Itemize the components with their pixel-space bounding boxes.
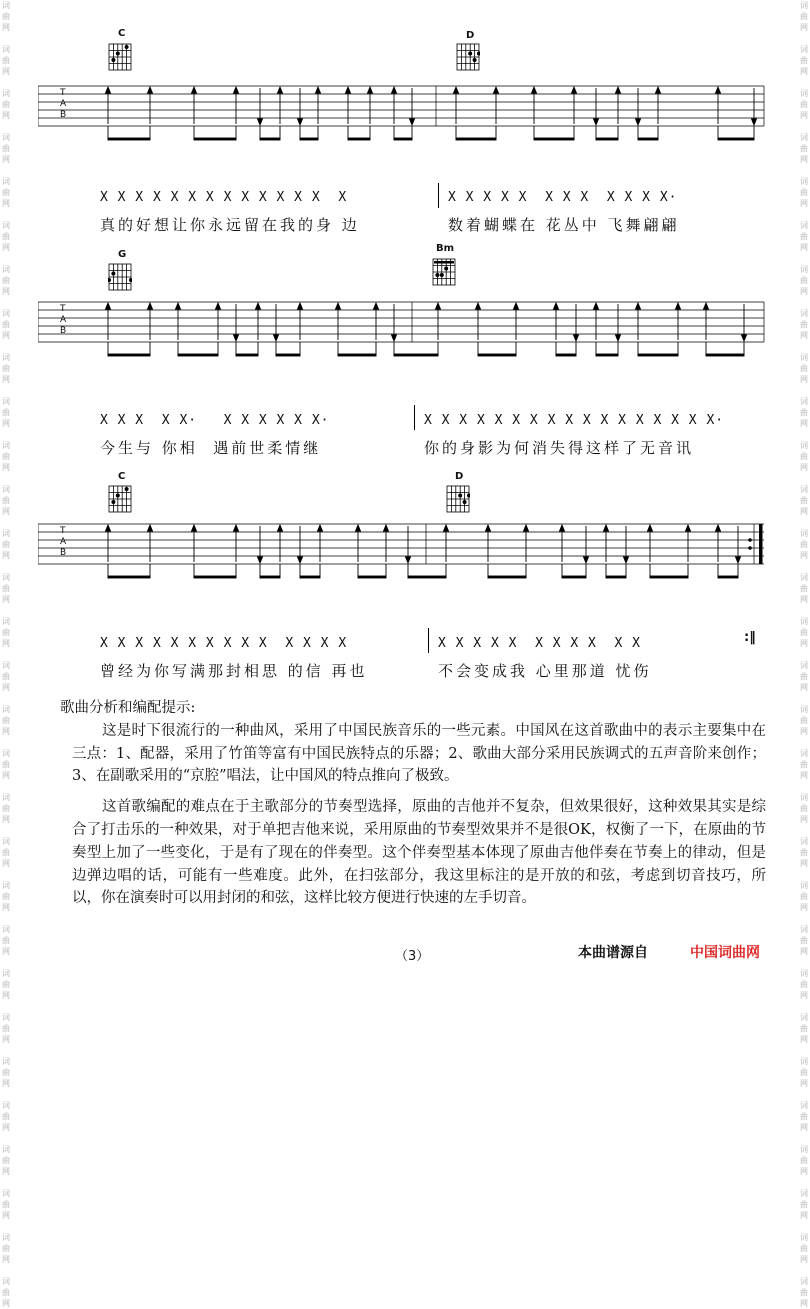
page-number: （3） bbox=[395, 949, 430, 964]
analysis-paragraph-2: 这首歌编配的难点在于主歌部分的节奏型选择，原曲的吉他并不复杂，但效果很好，这种效果其实是综合了打击乐的一种效果，对于单把吉他来说，采用原曲的节奏型效果并不是很OK，权衡了一下，在原曲的节奏型上加了一些变化，于是有了现在的伴奏型。这个伴奏型基本体现了原曲吉他伴奏在节奏上的律动，但是边弹边唱的话，可能有一些难度。此外，在扫弦部分，我这里标注的是开放的和弦，考虑到切音技巧，所以，你在演奏时可以用封闭的和弦，这样比较方便进行快速的左手切音。 bbox=[72, 799, 766, 907]
tab-staff-3 bbox=[38, 516, 768, 596]
analysis-heading: 歌曲分析和编配提示: bbox=[60, 700, 196, 716]
chord-label-d: D bbox=[455, 471, 464, 482]
source-label: 本曲谱源自 bbox=[578, 945, 648, 961]
barline bbox=[438, 183, 439, 208]
tab-clef-1: T A B bbox=[60, 88, 67, 120]
rhythm-1a: X X X X X X X X X X X X X X bbox=[100, 190, 348, 205]
rhythm-2a: X X X X X· X X X X X X· bbox=[100, 413, 330, 428]
watermark-left: 词 曲 网 词 曲 网 词 曲 网 词 曲 网 词 曲 网 词 曲 网 词 曲 网 词 曲 网 词 曲 网 词 曲 网 词 曲 网 词 曲 网 词 曲 网 词 曲 网 词 曲 网 词 曲 网 词 曲 网 词 曲 网 词 曲 网 词 曲 网 词 曲 网 词 曲 网 词 曲 网 词 曲 网 词 曲 网 词 曲 网 词 曲 网 词 曲 网 词 曲 网 词 曲 网 bbox=[2, 1, 10, 1308]
chord-label-bm: Bm bbox=[436, 243, 455, 254]
lyric-2b: 你的身影为何消失得这样了无音讯 bbox=[424, 439, 695, 457]
chord-label-c: C bbox=[118, 471, 126, 482]
tab-staff-2 bbox=[38, 294, 768, 374]
barline bbox=[414, 405, 415, 430]
lyric-2a: 今生与 你相 遇前世柔情继 bbox=[100, 439, 322, 457]
tab-clef-2: T A B bbox=[60, 304, 67, 336]
analysis-section bbox=[60, 697, 766, 910]
lyric-1b: 数着蝴蝶在 花丛中 飞舞翩翩 bbox=[448, 216, 680, 234]
chord-diagram-d bbox=[456, 43, 480, 71]
lyric-1a: 真的好想让你永远留在我的身 边 bbox=[100, 216, 360, 234]
source-site-link[interactable]: 中国词曲网 bbox=[690, 945, 760, 961]
watermark-right: 词 曲 网 词 曲 网 词 曲 网 词 曲 网 词 曲 网 词 曲 网 词 曲 网 词 曲 网 词 曲 网 词 曲 网 词 曲 网 词 曲 网 词 曲 网 词 曲 网 词 曲 网 词 曲 网 词 曲 网 词 曲 网 词 曲 网 词 曲 网 词 曲 网 词 曲 网 词 曲 网 词 曲 网 词 曲 网 词 曲 网 词 曲 网 词 曲 网 词 曲 网 词 曲 网 bbox=[800, 1, 808, 1308]
rhythm-3a: X X X X X X X X X X X X X X bbox=[100, 636, 348, 651]
rhythm-2b: X X X X X X X X X X X X X X X X X· bbox=[424, 413, 725, 428]
chord-diagram-bm bbox=[432, 258, 456, 286]
chord-label-c: C bbox=[118, 28, 126, 39]
chord-diagram-c bbox=[108, 485, 132, 513]
chord-diagram-d bbox=[446, 485, 470, 513]
lyric-3a: 曾经为你写满那封相思 的信 再也 bbox=[100, 662, 368, 680]
tab-clef-3: T A B bbox=[60, 526, 67, 558]
lyric-3b: 不会变成我 心里那道 忧伤 bbox=[438, 662, 652, 680]
rhythm-1b: X X X X X X X X X X X X· bbox=[448, 190, 678, 205]
rhythm-3b: X X X X X X X X X X X bbox=[438, 636, 642, 651]
chord-diagram-g bbox=[108, 263, 132, 291]
repeat-end-sign: :‖ bbox=[744, 630, 756, 645]
tab-staff-1 bbox=[38, 78, 768, 158]
barline bbox=[428, 628, 429, 653]
analysis-paragraph-1: 这是时下很流行的一种曲风，采用了中国民族音乐的一些元素。中国风在这首歌曲中的表示主要集中在三点：1、配器，采用了竹笛等富有中国民族特点的乐器；2、歌曲大部分采用民族调式的五声音阶来创作；3、在副歌采用的“京腔”唱法，让中国风的特点推向了极致。 bbox=[72, 722, 766, 785]
chord-label-d: D bbox=[466, 30, 475, 41]
chord-diagram-c bbox=[108, 43, 132, 71]
chord-label-g: G bbox=[118, 249, 127, 260]
